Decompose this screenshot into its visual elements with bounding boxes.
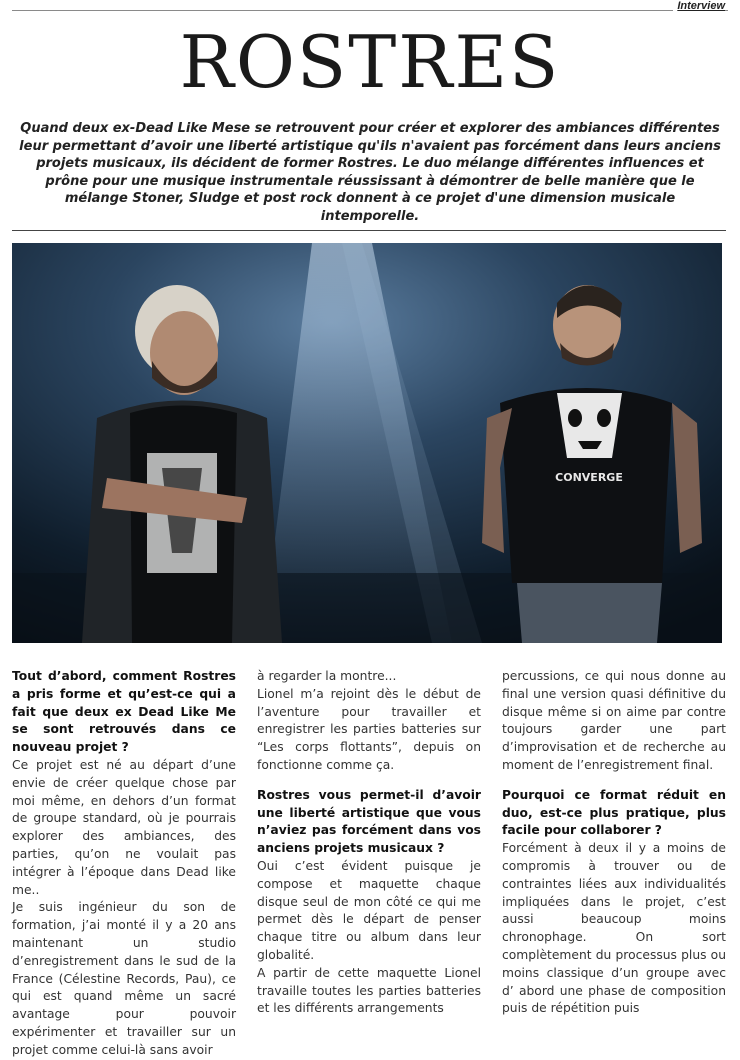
question-2: Rostres vous permet-il d’avoir une liberté artistique que vous n’aviez pas forcément dans vos anciens projets musicaux ? — [257, 787, 481, 856]
answer-paragraph: Forcément à deux il y a moins de compromis à trouver ou de contraintes liées aux individualités impliquées dans le projet, c’est aussi beaucoup moins chronophage. On sort complètement du processus plus ou moins classique d’un groupe avec d’ abord une phase de composition puis de répétition puis — [502, 841, 726, 1016]
question-1: Tout d’abord, comment Rostres a pris forme et qu’est-ce qui a fait que deux ex Dead Like Me se sont retrouvés dans ce nouveau projet ? — [12, 669, 236, 755]
answer-paragraph: Ce projet est né au départ d’une envie de créer quelque chose par moi même, en dehors d’un format de groupe standard, où je pourrais explorer des ambiances, des parties, qu’on ne voulait pas intégrer à l’époque dans Dead like me.. — [12, 757, 236, 897]
header-rule — [12, 10, 728, 11]
shirt-text: CONVERGE — [555, 471, 623, 484]
column-2 — [257, 668, 481, 1018]
article-intro: Quand deux ex-Dead Like Mese se retrouvent pour créer et explorer des ambiances différentes leur permettant d’avoir une liberté artistique qu'ils n'avaient pas forcément dans leurs anciens projets musicaux, ils décident de former Rostres. Le duo mélange différentes influences et prône pour une musique instrumentale réussissant à démontrer de belle manière que le mélange Stoner, Sludge et post rock donnent à ce projet d'une dimension musicale intemporelle. — [19, 121, 721, 224]
article-title: ROSTRES — [179, 20, 561, 104]
answer-paragraph: Je suis ingénieur du son de formation, j’ai monté il y a 20 ans maintenant un studio d’enregistrement dans le sud de la France (Célestine Records, Pau), ce qui est quand même un sacré avantage pour pouvoir expérimenter et travailler sur un projet comme celui-là sans avoir — [12, 900, 236, 1057]
band-photo — [12, 243, 722, 643]
answer-paragraph: Lionel m’a rejoint dès le début de l’aventure pour travailler et enregistrer les parties batteries sur “Les corps flottants”, depuis on fonctionne comme ça. — [257, 686, 481, 772]
answer-paragraph: percussions, ce qui nous donne au final une version quasi définitive du disque même si on aime par contre toujours garder une part d’improvisation et de recherche au moment de l’enregistrement final. — [502, 669, 726, 772]
answer-paragraph: Oui c’est évident puisque je compose et maquette chaque disque seul de mon côté ce qui me permet dès le départ de penser chaque titre ou album dans leur globalité. — [257, 858, 481, 962]
question-3: Pourquoi ce format réduit en duo, est-ce plus pratique, plus facile pour collaborer ? — [502, 787, 726, 838]
answer-paragraph: à regarder la montre... — [257, 669, 397, 683]
column-1 — [12, 668, 236, 1060]
intro-divider — [12, 230, 726, 231]
section-label: Interview — [673, 0, 725, 12]
column-3 — [502, 668, 726, 1018]
article-body — [12, 668, 726, 1057]
answer-paragraph: A partir de cette maquette Lionel travaille toutes les parties batteries et les différents arrangements — [257, 965, 481, 1016]
